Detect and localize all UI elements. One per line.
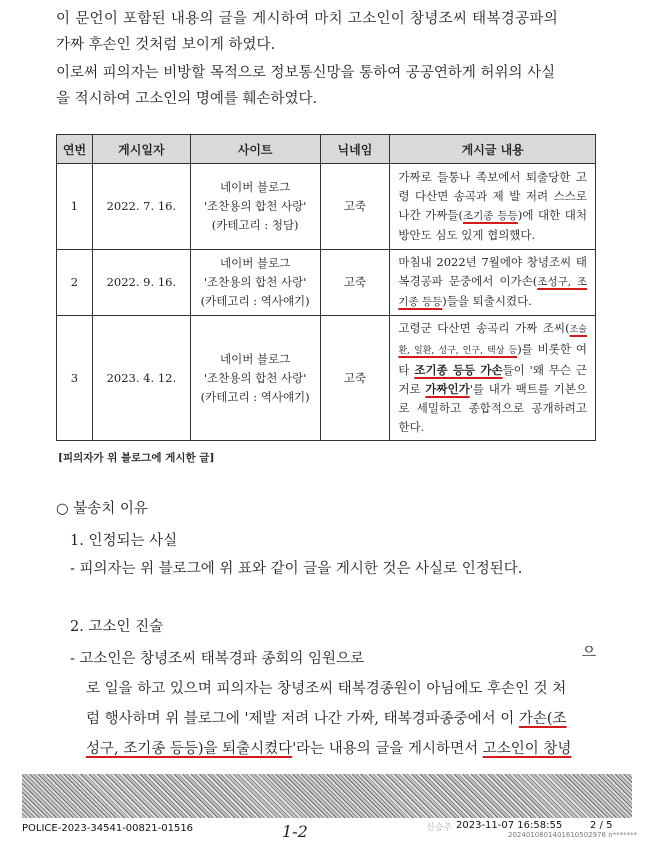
content-text: 가짜로 들통나 족보에서 퇴출당한 고령 다산면 송곡과 제 발 저려 스스로 나간 가짜들(: [398, 170, 587, 222]
intro-line-4: 을 적시하여 고소인의 명예를 훼손하였다.: [56, 91, 318, 107]
site-category: (카테고리 : 역사얘기): [200, 294, 310, 308]
site-name: 네이버 블로그: [219, 180, 291, 194]
header-date: 게시일자: [92, 135, 190, 164]
header-nickname: 닉네임: [320, 135, 390, 164]
sub1-body: - 피의자는 위 블로그에 위 표와 같이 글을 게시한 것은 사실로 인정된다.: [70, 561, 523, 577]
cell-no: 3: [57, 316, 93, 441]
site-blog-title: '조찬용의 합천 사랑': [203, 275, 307, 289]
sub2-line-2: 로 일을 하고 있으며 피의자는 창녕조씨 태복경종원이 아님에도 후손인 것 처: [86, 681, 567, 697]
site-category: (카테고리 : 청담): [211, 218, 299, 232]
footer-serial: 2024010801401610502976 n*******: [508, 831, 638, 839]
sub2-line-3-text: 럼 행사하며 위 블로그에 '제발 저려 나간 가짜, 태복경파종중에서 이: [86, 711, 519, 727]
intro-line-1: 이 문언이 포함된 내용의 글을 게시하여 마치 고소인이 창녕조씨 태복경공파의: [56, 11, 559, 27]
cell-site: [190, 164, 320, 250]
content-small-names: 조술환, 일환, 성구, 인구, 택상 등: [398, 325, 587, 356]
intro-line-3: 이로써 피의자는 비방할 목적으로 정보통신망을 통하여 공공연하게 허위의 사실: [56, 65, 556, 81]
content-highlight: 조기종 등등: [462, 210, 518, 222]
sub2-line-4-highlight-2: 고소인이 창녕: [482, 741, 572, 757]
header-no: 연번: [57, 135, 93, 164]
cell-date: 2023. 4. 12.: [92, 316, 190, 441]
section-title: ○ 불송치 이유: [56, 501, 148, 517]
intro-line-2: 가짜 후손인 것처럼 보이게 하였다.: [56, 37, 276, 53]
site-blog-title: '조찬용의 합천 사랑': [203, 199, 307, 213]
cell-content: [390, 316, 596, 441]
sub2-body: [86, 674, 596, 764]
content-text: )들을 퇴출시켰다.: [442, 294, 532, 308]
cell-site: [190, 250, 320, 316]
table-caption: [피의자가 위 블로그에 게시한 글]: [58, 452, 215, 464]
header-site: 사이트: [190, 135, 320, 164]
cell-nickname: 고죽: [320, 250, 390, 316]
footer-security-pattern: [22, 774, 632, 818]
footer-datetime: 2023-11-07 16:58:55: [456, 820, 563, 831]
table-row: [57, 164, 596, 250]
content-highlight: 조기종 등등 가손: [414, 363, 503, 377]
cell-nickname: 고죽: [320, 164, 390, 250]
cell-no: 2: [57, 250, 93, 316]
content-text: 들이 '왜 무슨 근거로: [398, 363, 587, 396]
cell-content: [390, 250, 596, 316]
cell-nickname: 고죽: [320, 316, 390, 441]
site-name: 네이버 블로그: [219, 351, 291, 366]
content-highlight: 조성구, 조기종 등등: [398, 276, 588, 308]
sub2-line-4-text: '라는 내용의 글을 게시하면서: [292, 741, 483, 757]
handwritten-page-mark: 1-2: [282, 822, 308, 841]
content-text: )를 비롯한 여타: [398, 342, 587, 377]
sub2-line-1: [70, 646, 596, 672]
sub1-title: 1. 인정되는 사실: [70, 533, 178, 549]
table-row: [57, 250, 596, 316]
sub2-line-4: [86, 734, 596, 764]
cell-date: 2022. 9. 16.: [92, 250, 190, 316]
intro-paragraph: [56, 6, 596, 112]
content-text: 고령군 다산면 송곡리 가짜 조씨(: [398, 321, 570, 335]
footer-doc-id: POLICE-2023-34541-00821-01516: [22, 823, 194, 834]
content-highlight: 가짜인가: [425, 382, 470, 396]
content-text: '를 내가 팩트를 기본으로 세밀하고 종합적으로 공개하려고 한다.: [398, 382, 588, 434]
site-blog-title: '조찬용의 합천 사랑': [203, 370, 307, 385]
content-text: 마침내 2022년 7월에야 창녕조씨 태복경공파 문중에서 이가손(: [398, 255, 587, 288]
blog-posts-table: [56, 134, 596, 441]
sub2-line-3: [86, 704, 596, 734]
footer-stamp: 신승주: [426, 823, 453, 833]
sub2-line-4-highlight: 성구, 조기종 등등)을 퇴출시켰다: [86, 741, 293, 757]
content-text: )에 대한 대처방안도 심도 있게 협의했다.: [398, 208, 588, 242]
footer-page: 2 / 5: [590, 820, 613, 831]
site-name: 네이버 블로그: [219, 256, 291, 270]
cell-no: 1: [57, 164, 93, 250]
cell-content: [390, 164, 596, 250]
cell-site: [190, 316, 320, 441]
sub2-title: 2. 고소인 진술: [70, 619, 164, 635]
sub2-line-1-tail: 으: [581, 645, 596, 661]
site-category: (카테고리 : 역사얘기): [200, 389, 310, 404]
sub2-line-1-text: - 고소인은 창녕조씨 태복경파 종회의 임원으로: [70, 651, 365, 667]
table-header-row: [57, 135, 596, 164]
table-row: [57, 316, 596, 441]
sub2-line-3-highlight: 가손(조: [518, 711, 567, 727]
cell-date: 2022. 7. 16.: [92, 164, 190, 250]
header-content: 게시글 내용: [390, 135, 596, 164]
